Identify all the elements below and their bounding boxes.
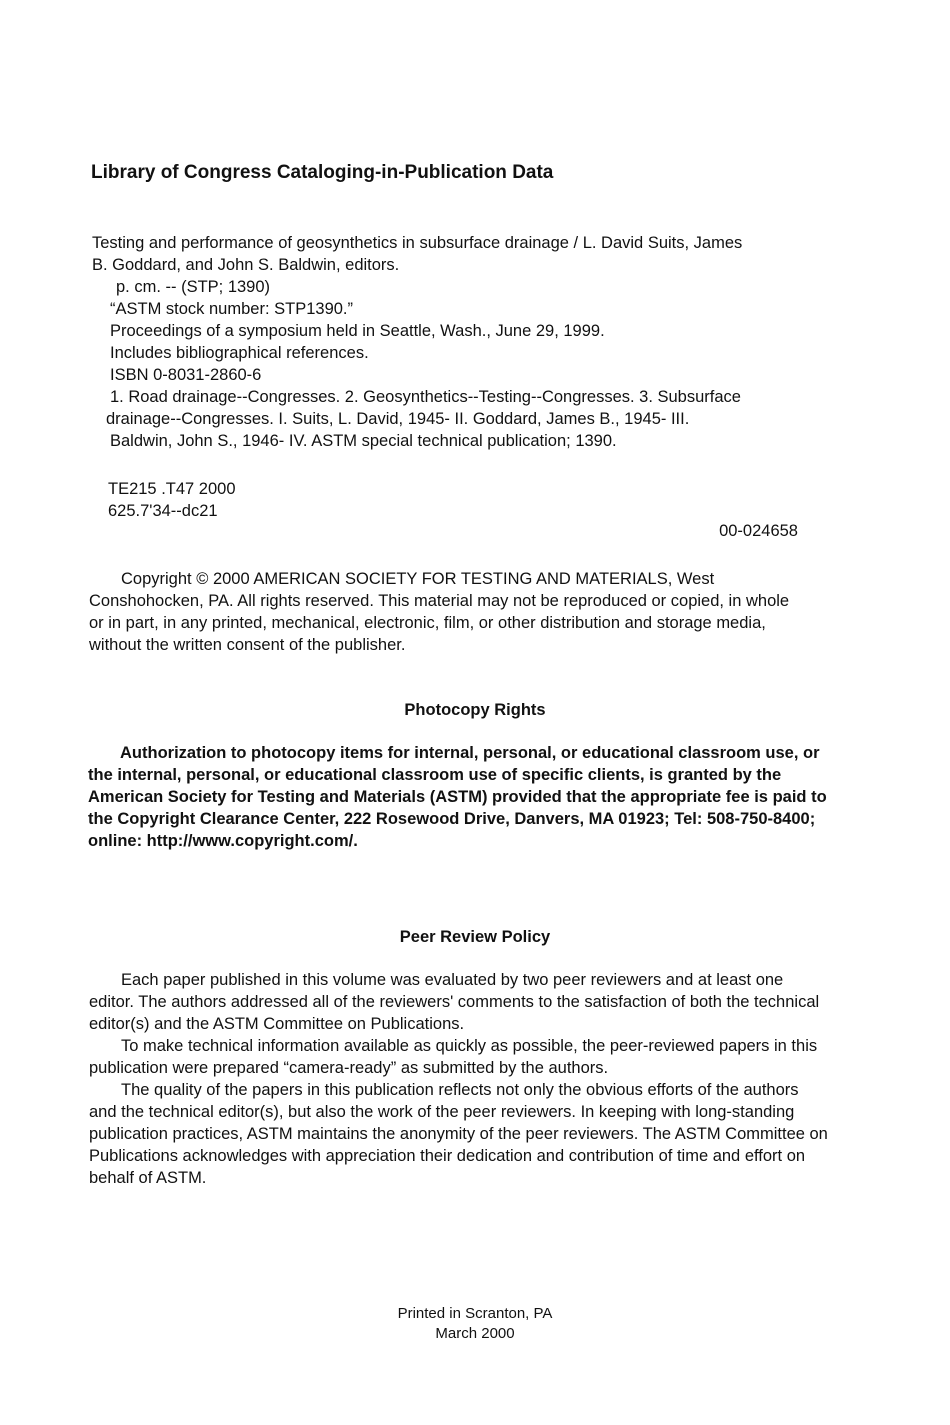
copyright-line: or in part, in any printed, mechanical, electronic, film, or other distribution and storage media,: [89, 614, 766, 632]
call-number-line: TE215 .T47 2000: [108, 480, 236, 498]
printed-location: Printed in Scranton, PA: [397, 1305, 553, 1322]
cip-line: drainage--Congresses. I. Suits, L. David, 1945- II. Goddard, James B., 1945- III.: [106, 410, 690, 428]
peer-review-line: Publications acknowledges with appreciation their dedication and contribution of time and effort on: [89, 1147, 806, 1165]
copyright-notice: [89, 568, 819, 656]
copyright-line: Conshohocken, PA. All rights reserved. This material may not be reproduced or copied, in whole: [89, 592, 790, 610]
photocopy-line: the internal, personal, or educational classroom use of specific clients, is granted by the: [88, 766, 782, 784]
peer-review-line: The quality of the papers in this publication reflects not only the obvious efforts of the authors: [121, 1081, 799, 1099]
printed-date: March 2000: [435, 1325, 515, 1342]
photocopy-line: online: http://www.copyright.com/.: [88, 832, 358, 850]
peer-review-heading: Peer Review Policy: [399, 928, 551, 946]
cip-record: [92, 232, 742, 452]
peer-review-line: Each paper published in this volume was evaluated by two peer reviewers and at least one: [121, 971, 784, 989]
peer-review-line: editor(s) and the ASTM Committee on Publications.: [89, 1015, 465, 1033]
photocopy-line: Authorization to photocopy items for internal, personal, or educational classroom use, or: [120, 744, 820, 762]
call-number: [108, 478, 236, 522]
peer-review-line: To make technical information available as quickly as possible, the peer-reviewed papers in this: [121, 1037, 818, 1055]
call-number-line: 625.7'34--dc21: [108, 502, 218, 520]
copyright-line: Copyright © 2000 AMERICAN SOCIETY FOR TESTING AND MATERIALS, West: [121, 570, 715, 588]
cip-line: Includes bibliographical references.: [110, 344, 369, 362]
cip-line: p. cm. -- (STP; 1390): [116, 278, 271, 296]
lccn: 00-024658: [719, 522, 798, 540]
peer-review-line: editor. The authors addressed all of the reviewers' comments to the satisfaction of both the technical: [89, 993, 820, 1011]
peer-review-line: behalf of ASTM.: [89, 1169, 207, 1187]
photocopy-heading: Photocopy Rights: [404, 701, 546, 719]
cip-line: Baldwin, John S., 1946- IV. ASTM special technical publication; 1390.: [110, 432, 617, 450]
cip-line: “ASTM stock number: STP1390.”: [110, 300, 353, 318]
copyright-line: without the written consent of the publisher.: [89, 636, 406, 654]
cip-line: Proceedings of a symposium held in Seattle, Wash., June 29, 1999.: [110, 322, 605, 340]
peer-review-line: publication practices, ASTM maintains the anonymity of the peer reviewers. The ASTM Committee on: [89, 1125, 828, 1143]
printing-info: [0, 1304, 950, 1344]
cip-line: Testing and performance of geosynthetics in subsurface drainage / L. David Suits, James: [92, 234, 743, 252]
cip-title: Library of Congress Cataloging-in-Publication Data: [91, 162, 554, 183]
photocopy-text: [88, 742, 827, 852]
peer-review-text: [89, 969, 828, 1189]
peer-review-line: publication were prepared “camera-ready” as submitted by the authors.: [89, 1059, 609, 1077]
cip-line: B. Goddard, and John S. Baldwin, editors.: [92, 256, 400, 274]
cip-line: ISBN 0-8031-2860-6: [110, 366, 262, 384]
photocopy-line: American Society for Testing and Materials (ASTM) provided that the appropriate fee is paid to: [88, 788, 827, 806]
photocopy-line: the Copyright Clearance Center, 222 Rosewood Drive, Danvers, MA 01923; Tel: 508-750-8400;: [88, 810, 816, 828]
cip-line: 1. Road drainage--Congresses. 2. Geosynthetics--Testing--Congresses. 3. Subsurface: [110, 388, 741, 406]
peer-review-line: and the technical editor(s), but also the work of the peer reviewers. In keeping with long-standing: [89, 1103, 795, 1121]
